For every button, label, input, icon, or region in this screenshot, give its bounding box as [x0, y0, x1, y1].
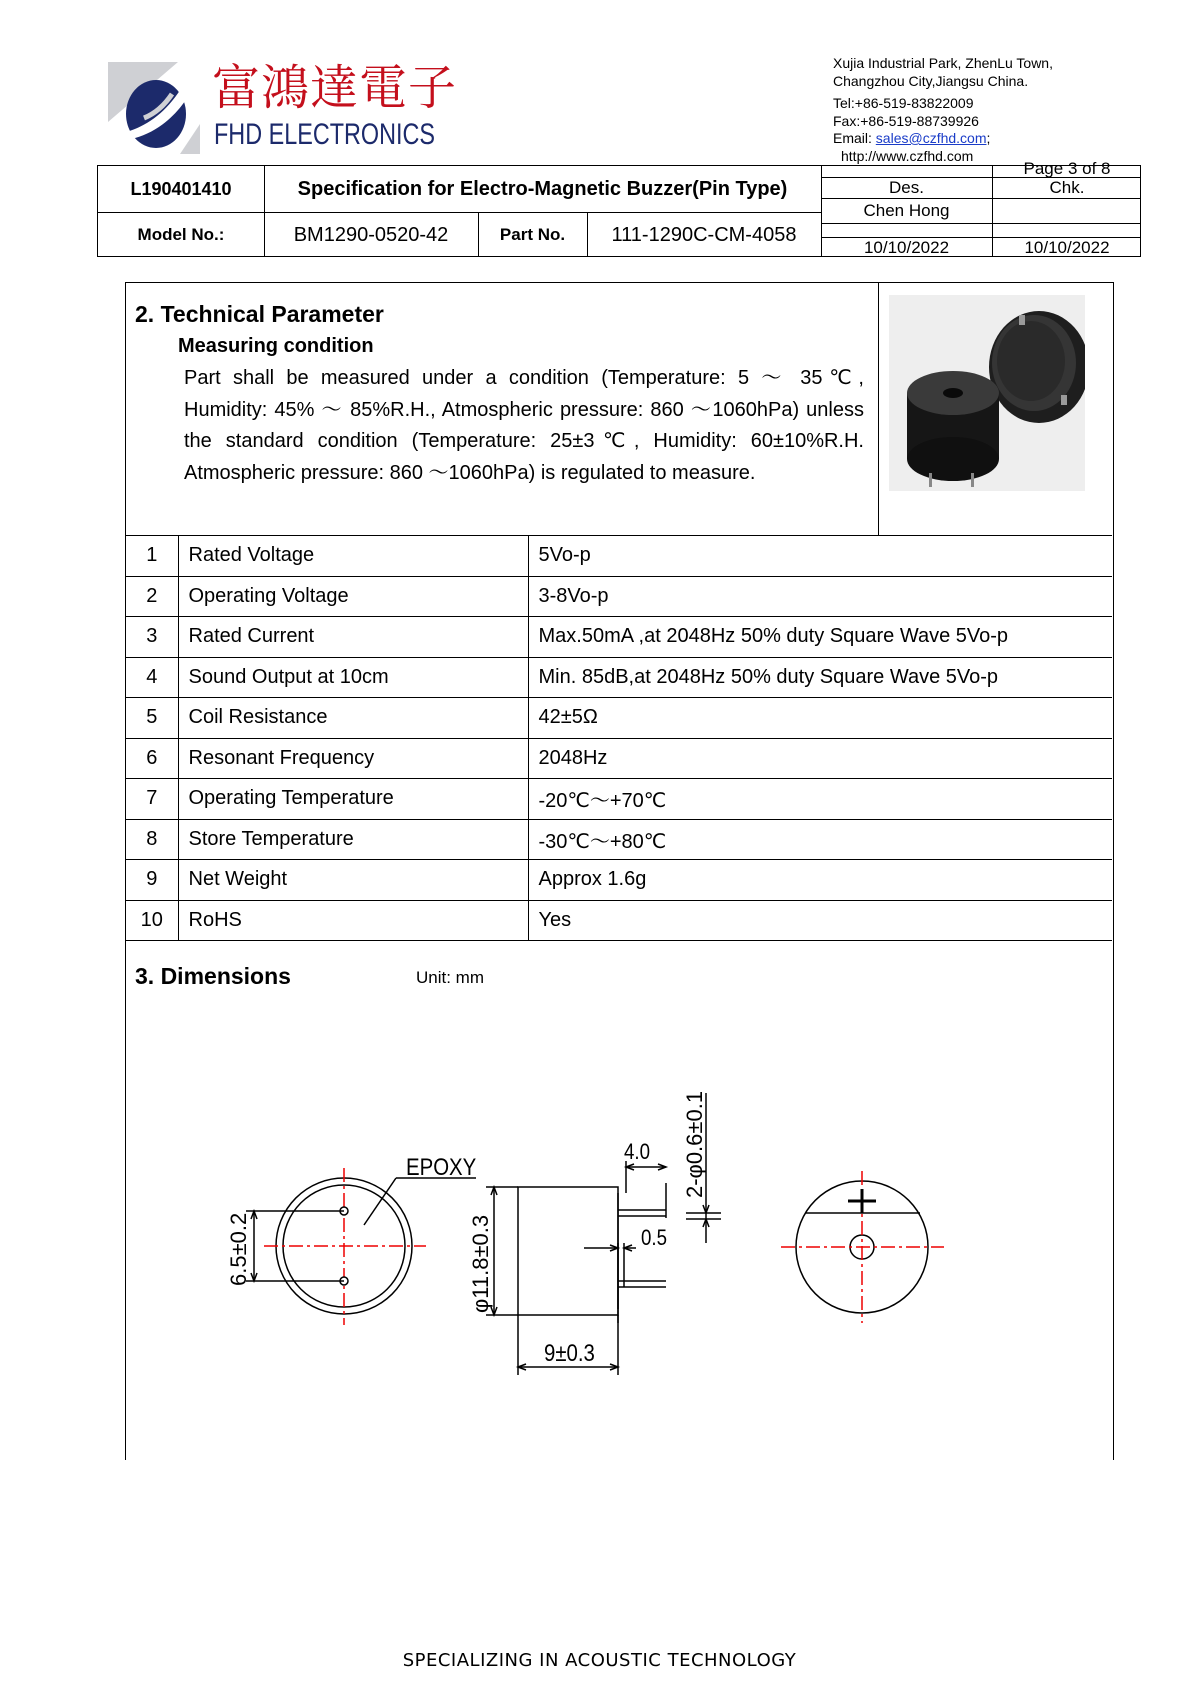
dimensions-unit: Unit: mm: [416, 968, 484, 987]
param-name: Resonant Frequency: [178, 738, 528, 779]
param-number: 6: [126, 738, 178, 779]
contact-block: [833, 55, 1133, 165]
address-line-2: Changzhou City,Jiangsu China.: [833, 72, 1029, 89]
param-name: Coil Resistance: [178, 698, 528, 739]
top-view-drawing: [246, 1168, 476, 1325]
website-link[interactable]: http://www.czfhd.com: [841, 147, 974, 164]
doc-number: L190401410: [130, 178, 232, 199]
param-name: Operating Voltage: [178, 576, 528, 617]
param-value: -20℃～+70℃: [528, 779, 1112, 820]
param-name: Net Weight: [178, 860, 528, 901]
param-number: 1: [126, 536, 178, 577]
check-date: 10/10/2022: [1024, 238, 1110, 257]
part-value: 111-1290C-CM-4058: [611, 223, 797, 246]
spec-body: [125, 282, 1114, 1460]
param-value: 3-8Vo-p: [528, 576, 1112, 617]
measuring-condition-text: Part shall be measured under a condition (Temperature: 5 ～ 35℃, Humidity: 45% ～ 85%R.H., Atmospheric pressure: 860 ～1060hPa) unless the standard condition (Temperature: 25±3℃, Humidity: 60±10%R.H. Atmospheric pressure: 860 ～1060hPa) is regulated to measure.: [184, 367, 864, 484]
param-number: 8: [126, 819, 178, 860]
model-value: BM1290-0520-42: [293, 223, 449, 246]
param-name: Rated Current: [178, 617, 528, 658]
designer-name: Chen Hong: [863, 201, 950, 220]
param-number: 4: [126, 657, 178, 698]
email-line: [833, 130, 1133, 148]
param-name: Rated Voltage: [178, 536, 528, 577]
param-number: 7: [126, 779, 178, 820]
part-label: Part No.: [499, 225, 566, 244]
param-value: Max.50mA ,at 2048Hz 50% duty Square Wave 5Vo-p: [528, 617, 1112, 658]
param-name: RoHS: [178, 900, 528, 941]
company-name-en: FHD ELECTRONICS: [214, 118, 436, 151]
param-value: 2048Hz: [528, 738, 1112, 779]
chk-label: Chk.: [1049, 177, 1085, 197]
pin-spacing-label: 6.5±0.2: [226, 1212, 251, 1286]
param-number: 3: [126, 617, 178, 658]
bottom-view-drawing: [781, 1171, 944, 1323]
param-name: Store Temperature: [178, 819, 528, 860]
param-value: Min. 85dB,at 2048Hz 50% duty Square Wave 5Vo-p: [528, 657, 1112, 698]
param-value: 5Vo-p: [528, 536, 1112, 577]
footer-slogan: SPECIALIZING IN ACOUSTIC TECHNOLOGY: [402, 1650, 797, 1671]
email-label: Email:: [833, 130, 876, 146]
param-name: Operating Temperature: [178, 779, 528, 820]
company-logo: [108, 60, 458, 160]
spec-header-table: [97, 159, 1141, 257]
email-link[interactable]: sales@czfhd.com: [875, 130, 987, 146]
dimension-drawing: [126, 283, 1112, 1461]
design-date: 10/10/2022: [863, 238, 950, 257]
doc-title: Specification for Electro-Magnetic Buzzer(Pin Type): [297, 177, 788, 200]
gap-label: 0.5: [641, 1226, 667, 1251]
param-value: Yes: [528, 900, 1112, 941]
epoxy-label: EPOXY: [406, 1153, 477, 1181]
email-suffix: ;: [986, 130, 991, 146]
param-number: 5: [126, 698, 178, 739]
param-value: Approx 1.6g: [528, 860, 1112, 901]
address-line-1: Xujia Industrial Park, ZhenLu Town,: [833, 55, 1053, 71]
tech-section-title: 2. Technical Parameter: [135, 301, 384, 327]
page-number: Page 3 of 8: [1023, 159, 1111, 178]
param-name: Sound Output at 10cm: [178, 657, 528, 698]
param-value: 42±5Ω: [528, 698, 1112, 739]
height-label: 9±0.3: [544, 1339, 595, 1367]
pin-length-label: 4.0: [624, 1140, 650, 1165]
param-number: 10: [126, 900, 178, 941]
tel: Tel:+86-519-83822009: [833, 95, 974, 111]
param-number: 2: [126, 576, 178, 617]
company-name-cn: 富鴻達電子: [212, 60, 458, 116]
pin-dia-label: 2-φ0.6±0.1: [682, 1090, 707, 1198]
param-value: -30℃～+80℃: [528, 819, 1112, 860]
param-number: 9: [126, 860, 178, 901]
measuring-condition-title: Measuring condition: [178, 335, 374, 357]
model-label: Model No.:: [137, 225, 225, 244]
dimensions-section-title: 3. Dimensions: [135, 963, 291, 989]
fax: Fax:+86-519-88739926: [833, 112, 979, 129]
des-label: Des.: [889, 177, 924, 197]
fhd-logo-icon: [108, 62, 200, 154]
diameter-label: φ11.8±0.3: [468, 1214, 493, 1313]
